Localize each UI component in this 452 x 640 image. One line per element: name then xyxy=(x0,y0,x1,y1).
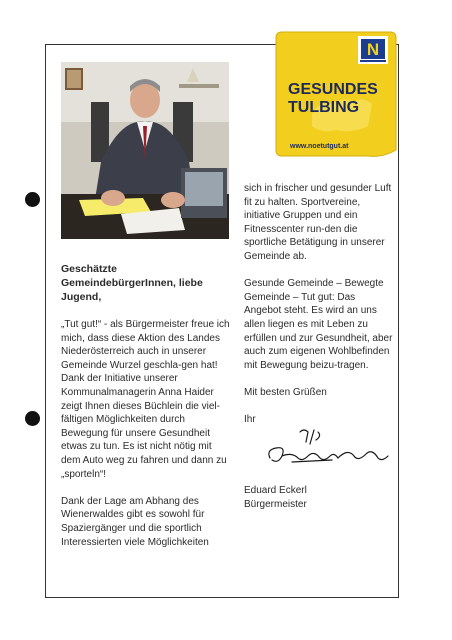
mayor-signature xyxy=(262,426,392,470)
letter-paragraph-2: Dank der Lage am Abhang des Wienerwaldes gibt es sowohl für Spaziergänger und die sportlich Interessierten viele Möglichkeiten xyxy=(61,495,209,548)
mayor-photo xyxy=(61,62,229,239)
letter-greeting: Geschätzte GemeindebürgerInnen, liebe Jugend, xyxy=(61,263,203,303)
letter-left-column xyxy=(61,262,231,563)
logo-badge-letter: N xyxy=(366,40,380,59)
logo-line-2: TULBING xyxy=(288,99,360,116)
signer-title: Bürgermeister xyxy=(244,498,307,510)
letter-ihr: Ihr xyxy=(244,414,256,426)
binder-hole-top xyxy=(25,192,40,207)
signature-block xyxy=(244,484,394,511)
binder-hole-bottom xyxy=(25,411,40,426)
signer-name: Eduard Eckerl xyxy=(244,485,307,496)
letter-paragraph-1: „Tut gut!“ - als Bürgermeister freue ich mich, dass diese Aktion des Landes Niederösterreich auch in unserer Gemeinde Wurzel geschla-gen hat! Dank der Initiative unserer Kommunalmanagerin Anna Haider zeigt Ihnen dieses Büchlein die viel-fältigen Möglichkeiten durch Bewegung für unsere Gesundheit etwas zu tun. Es ist nicht nötig mit dem Auto weg zu fahren und dann zu „sporteln“! xyxy=(61,319,230,480)
letter-paragraph-3: sich in frischer und gesunder Luft fit zu halten. Sportvereine, initiative Gruppen und ein Fitnesscenter run-den die sportliche Betätigung in unserer Gemeinde ab. xyxy=(244,183,392,262)
gesundes-tulbing-logo xyxy=(272,30,398,160)
letter-paragraph-4: Gesunde Gemeinde – Bewegte Gemeinde – Tut gut: Das Angebot steht. Es wird an uns allen liegen es mit Leben zu erfüllen und zur Gesundheit, aber auch zum eigenen Wohlbefinden mit Bewegung beizu-tragen. xyxy=(244,278,393,371)
logo-line-1: GESUNDES xyxy=(288,81,378,98)
letter-right-column xyxy=(244,182,394,440)
logo-url: www.noetutgut.at xyxy=(290,143,349,150)
letter-closing: Mit besten Grüßen xyxy=(244,386,327,398)
